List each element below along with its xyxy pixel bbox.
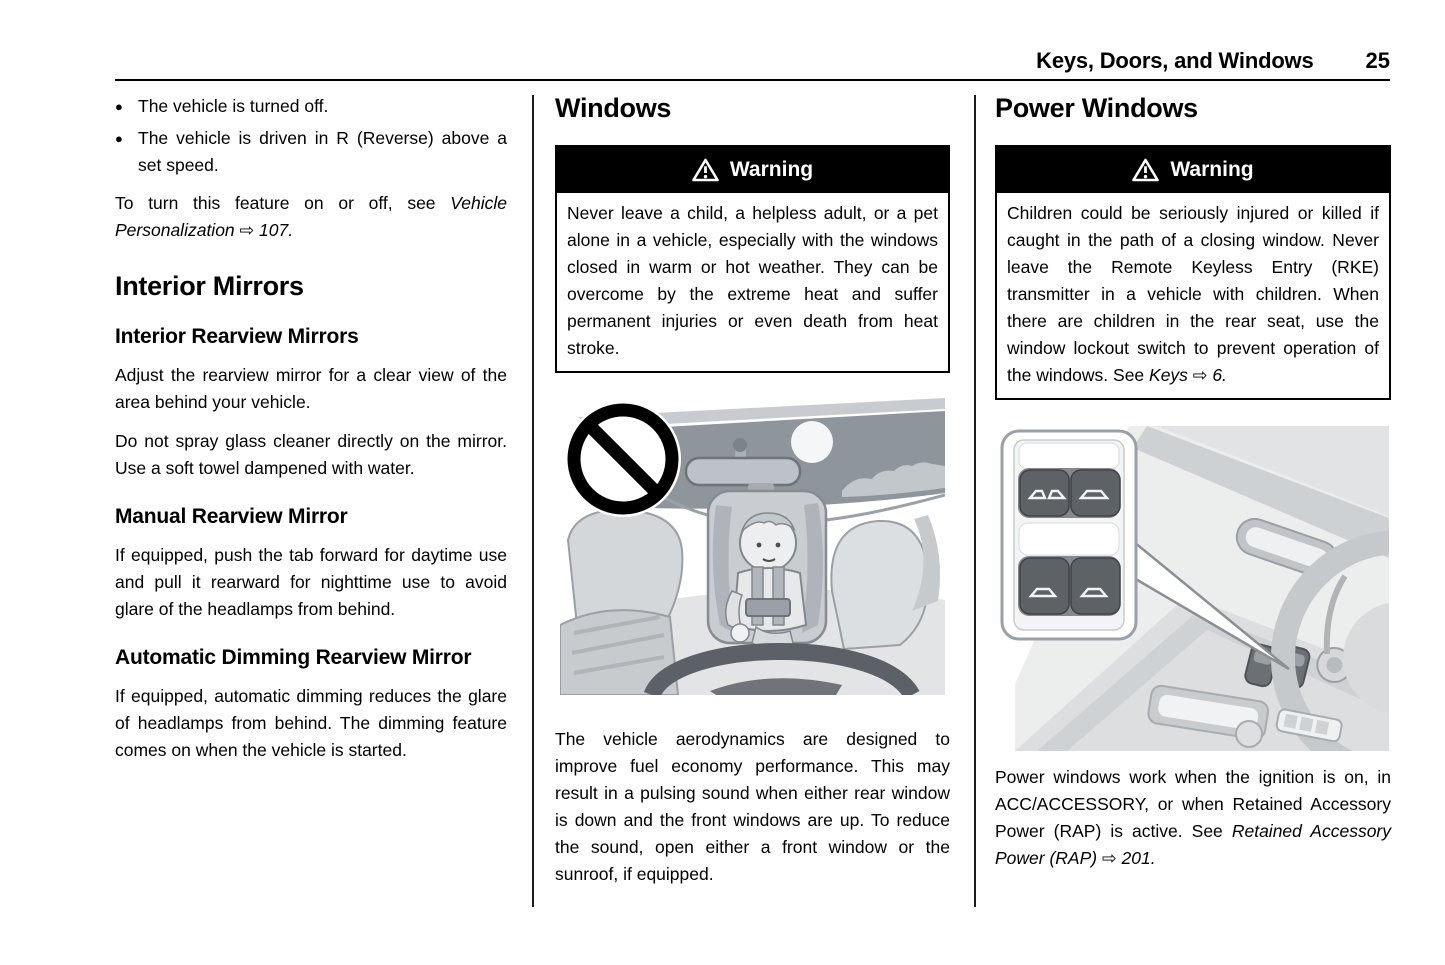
paragraph: Adjust the rearview mirror for a clear view of the area behind your vehicle.	[115, 365, 507, 412]
column-divider	[974, 95, 976, 907]
warning-body	[997, 193, 1389, 398]
power-windows-paragraph	[995, 764, 1391, 872]
bullet-list	[115, 93, 507, 179]
subheading-manual-rearview-mirror: Manual Rearview Mirror	[115, 505, 348, 528]
warning-body	[557, 193, 948, 371]
page-header	[115, 48, 1390, 74]
bullet-item	[115, 125, 507, 179]
switch-callout	[1002, 431, 1136, 639]
cross-reference: Keys	[1149, 365, 1188, 385]
page-number: 25	[1365, 48, 1390, 73]
paragraph: If equipped, push the tab forward for daytime use and pull it rearward for nighttime use to avoid glare of the headlamps from behind.	[115, 545, 507, 619]
section-heading-windows: Windows	[555, 93, 672, 123]
bullet-text: The vehicle is turned off.	[138, 96, 329, 116]
warning-text: Never leave a child, a helpless adult, or a pet alone in a vehicle, especially with the windows closed in warm or hot weather. They can be overcome by the extreme heat and suffer permanent injuries or even death from heat stroke.	[567, 203, 938, 358]
warning-triangle-icon	[692, 158, 719, 182]
paragraph: If equipped, automatic dimming reduces the glare of headlamps from behind. The dimming feature comes on when the vehicle is started.	[115, 686, 507, 760]
chapter-title: Keys, Doors, and Windows	[1036, 48, 1314, 73]
column-divider	[532, 95, 534, 907]
bullet-text: The vehicle is driven in R (Reverse) above a set speed.	[138, 128, 507, 175]
bullet-item	[115, 93, 507, 120]
warning-box-power-windows	[995, 145, 1391, 400]
cross-reference: Vehicle Personalization	[115, 193, 507, 240]
front-window-switches	[1018, 468, 1120, 518]
warning-text	[1007, 200, 1379, 389]
rear-window-switches	[1018, 556, 1120, 616]
feature-toggle-paragraph	[115, 190, 507, 244]
column-middle	[555, 93, 950, 888]
cross-reference: Retained Accessory Power (RAP)	[995, 821, 1392, 868]
cross-reference-page: ⇨ 107.	[234, 220, 294, 240]
rearview-mirror	[686, 458, 800, 485]
section-heading-power-windows: Power Windows	[995, 93, 1198, 123]
warning-box-windows	[555, 145, 950, 373]
column-left	[115, 93, 507, 764]
header-rule	[115, 79, 1390, 81]
child-in-vehicle-illustration	[560, 395, 945, 695]
warning-text-segment: Children could be seriously injured or killed if caught in the path of a closing window. Never leave the Remote Keyless Entry (RKE) transmitter in a vehicle with children. When there are children in the rear seat, use the window lockout switch to prevent operation of the windows. See	[1007, 203, 1379, 385]
cross-reference-page: ⇨ 201.	[1097, 848, 1156, 868]
warning-triangle-icon	[1132, 158, 1159, 182]
aerodynamics-paragraph: The vehicle aerodynamics are designed to improve fuel economy performance. This may result in a pulsing sound when either rear window is down and the front windows are up. To reduce the sound, open either a front window or the sunroof, if equipped.	[555, 729, 950, 884]
warning-title: Warning	[1170, 158, 1254, 181]
column-right	[995, 93, 1391, 872]
paragraph-text: Power windows work when the ignition is on, in ACC/ACCESSORY, or when Retained Accessory Power (RAP) is active. See	[995, 767, 1391, 841]
paragraph: Do not spray glass cleaner directly on the mirror. Use a soft towel dampened with water.	[115, 431, 507, 478]
bullet-dot-icon	[115, 125, 138, 179]
cross-reference-page: ⇨ 6.	[1187, 365, 1227, 385]
subheading-automatic-dimming-rearview-mirror: Automatic Dimming Rearview Mirror	[115, 646, 472, 669]
warning-header	[557, 147, 948, 193]
power-window-switches-illustration	[997, 426, 1389, 751]
prohibition-icon	[565, 401, 681, 517]
warning-header	[997, 147, 1389, 193]
paragraph-text: To turn this feature on or off, see	[115, 193, 451, 213]
subheading-interior-rearview-mirrors: Interior Rearview Mirrors	[115, 325, 359, 348]
section-heading-interior-mirrors: Interior Mirrors	[115, 271, 304, 301]
bullet-dot-icon	[115, 93, 138, 120]
warning-title: Warning	[729, 158, 814, 181]
